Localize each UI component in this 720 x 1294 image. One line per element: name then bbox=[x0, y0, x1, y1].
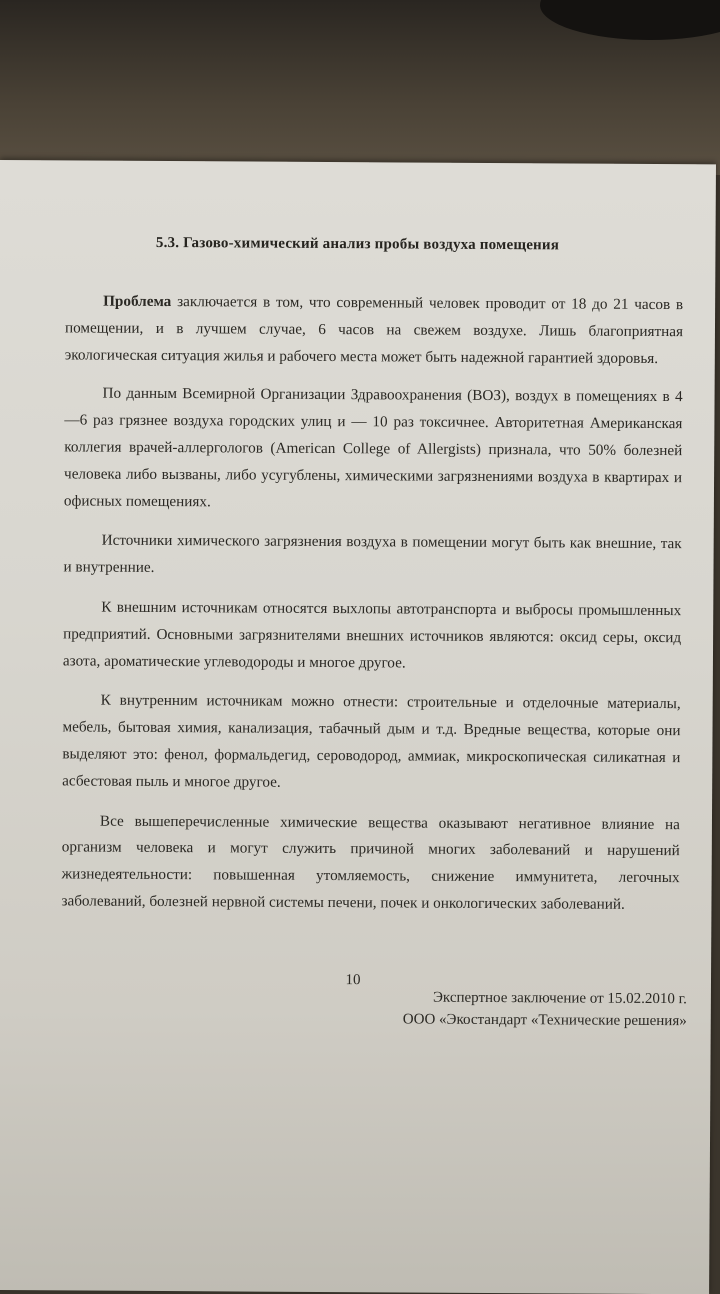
paragraph-lead: Проблема bbox=[103, 292, 172, 311]
section-title: 5.3. Газово-химический анализ пробы воздуха помещения bbox=[155, 234, 560, 254]
paragraph-effects: Все вышеперечисленные химические вещества оказывают негативное влияние на организм человека и могут служить причиной многих заболеваний и нарушений жизнедеятельности: повышенная утомляемость, снижение иммунитета, легочных заболеваний, болезней нервной системы печени, почек и онкологических заболеваний. bbox=[61, 812, 681, 913]
page-footer bbox=[403, 986, 687, 1032]
paragraph-problem bbox=[65, 288, 683, 372]
document-page bbox=[0, 160, 716, 1294]
footer-line: Экспертное заключение от 15.02.2010 г. bbox=[432, 989, 687, 1008]
paragraph-sources: Источники химического загрязнения воздуха в помещении могут быть как внешние, так и внутренние. bbox=[63, 532, 682, 577]
paragraph-internal: К внутренним источникам можно отнести: строительные и отделочные материалы, мебель, бытовая химия, канализация, табачный дым и т.д. Вредные вещества, которые они выделяют это: фенол, формальдегид, сероводород, аммиак, микроскопическая силикатная и асбестовая пыль и многое другое. bbox=[62, 691, 681, 791]
paragraph-who: По данным Всемирной Организации Здравоохранения (ВОЗ), воздух в помещениях в 4—6 раз грязнее воздуха городских улиц и — 10 раз токсичнее. Авторитетная Американская коллегия врачей-аллергологов (American College of Allergists) признала, что 50% болезней человека либо вызваны, либо усугублены, химическими загрязнениями воздуха в квартирах и офисных помещениях. bbox=[63, 385, 683, 510]
document-body bbox=[61, 288, 683, 931]
footer-line: ООО «Экостандарт «Технические решения» bbox=[402, 1011, 687, 1030]
page-number: 10 bbox=[345, 972, 361, 989]
paragraph-text: заключается в том, что современный человек проводит от 18 до 21 часов в помещении, и в лучшем случае, 6 часов на свежем воздухе. Лишь благоприятная экологическая ситуация жилья и рабочего места может быть надежной гарантией здоровья. bbox=[64, 293, 684, 367]
paragraph-external: К внешним источникам относятся выхлопы автотранспорта и выбросы промышленных предприятий. Основными загрязнителями внешних источников являются: оксид серы, оксид азота, ароматические углеводороды и многое другое. bbox=[62, 598, 682, 672]
